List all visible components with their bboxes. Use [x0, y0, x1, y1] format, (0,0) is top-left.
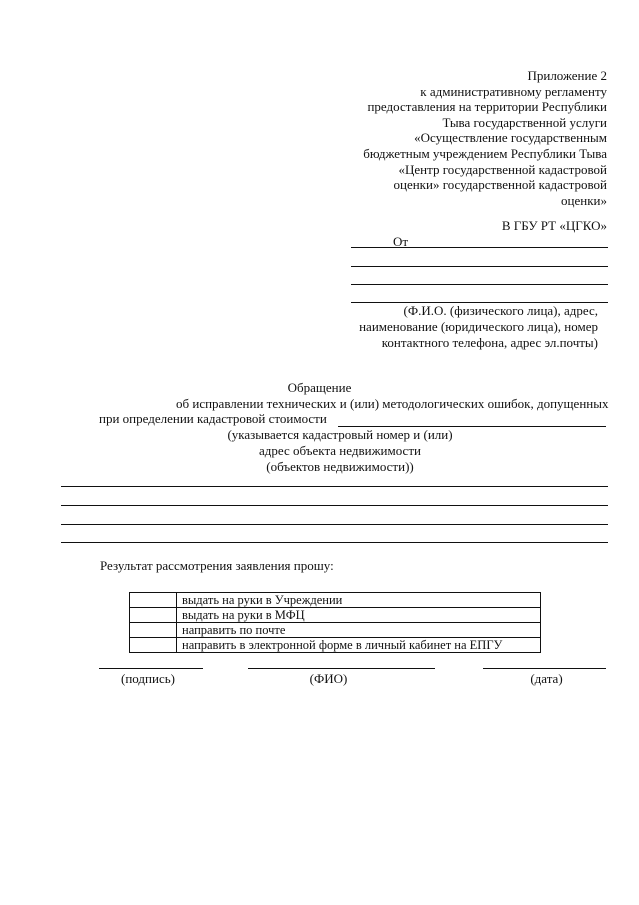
- object-field-line-4[interactable]: [61, 542, 608, 543]
- option-label: выдать на руки в Учреждении: [177, 593, 541, 608]
- subject-line-1: об исправлении технических и (или) методологических ошибок, допущенных: [176, 396, 609, 411]
- signature-field-line[interactable]: [99, 668, 203, 669]
- appendix-line: Приложение 2: [527, 68, 607, 83]
- option-row: [130, 638, 541, 653]
- option-checkbox[interactable]: [130, 623, 177, 638]
- signature-label: (подпись): [121, 671, 175, 686]
- option-row: [130, 608, 541, 623]
- option-label: выдать на руки в МФЦ: [177, 608, 541, 623]
- subject-line-2: при определении кадастровой стоимости: [99, 411, 327, 426]
- object-note-line: (объектов недвижимости)): [266, 459, 414, 474]
- option-checkbox[interactable]: [130, 608, 177, 623]
- result-options-table: [129, 592, 541, 653]
- from-label: От: [393, 234, 409, 249]
- sender-field-line-2[interactable]: [351, 266, 608, 267]
- date-label: (дата): [530, 671, 563, 686]
- option-label: направить в электронной форме в личный кабинет на ЕПГУ: [177, 638, 541, 653]
- addressee: В ГБУ РТ «ЦГКО»: [501, 218, 607, 233]
- option-label: направить по почте: [177, 623, 541, 638]
- option-row: [130, 623, 541, 638]
- appendix-line: «Осуществление государственным: [414, 130, 607, 146]
- appendix-line: к административному регламенту: [420, 83, 607, 99]
- sender-note-line: наименование (юридического лица), номер: [359, 319, 598, 334]
- appendix-header: [307, 68, 607, 208]
- sender-field-line-3[interactable]: [351, 284, 608, 285]
- sender-field-line-1[interactable]: [351, 247, 608, 248]
- fio-label: (ФИО): [309, 671, 348, 686]
- appendix-line: предоставления на территории Республики: [367, 99, 607, 115]
- appendix-line: «Центр государственной кадастровой: [398, 161, 607, 177]
- appendix-line: оценки»: [561, 192, 607, 208]
- appendix-line: Тыва государственной услуги: [442, 114, 607, 130]
- appendix-line: оценки» государственной кадастровой: [393, 177, 607, 193]
- fio-field-line[interactable]: [248, 668, 435, 669]
- sender-note-line: (Ф.И.О. (физического лица), адрес,: [403, 303, 598, 318]
- sender-note-line: контактного телефона, адрес эл.почты): [381, 335, 598, 350]
- object-field-line-3[interactable]: [61, 524, 608, 525]
- date-field-line[interactable]: [483, 668, 606, 669]
- result-label: Результат рассмотрения заявления прошу:: [100, 558, 334, 573]
- object-field-line-1[interactable]: [61, 486, 608, 487]
- option-row: [130, 593, 541, 608]
- appendix-line: бюджетным учреждением Республики Тыва: [363, 145, 607, 161]
- sender-note: [340, 303, 598, 351]
- object-field-line-2[interactable]: [61, 505, 608, 506]
- object-note-line: адрес объекта недвижимости: [259, 443, 421, 458]
- object-note: [200, 427, 480, 475]
- option-checkbox[interactable]: [130, 593, 177, 608]
- object-note-line: (указывается кадастровый номер и (или): [227, 427, 453, 442]
- document-title: Обращение: [287, 380, 352, 395]
- option-checkbox[interactable]: [130, 638, 177, 653]
